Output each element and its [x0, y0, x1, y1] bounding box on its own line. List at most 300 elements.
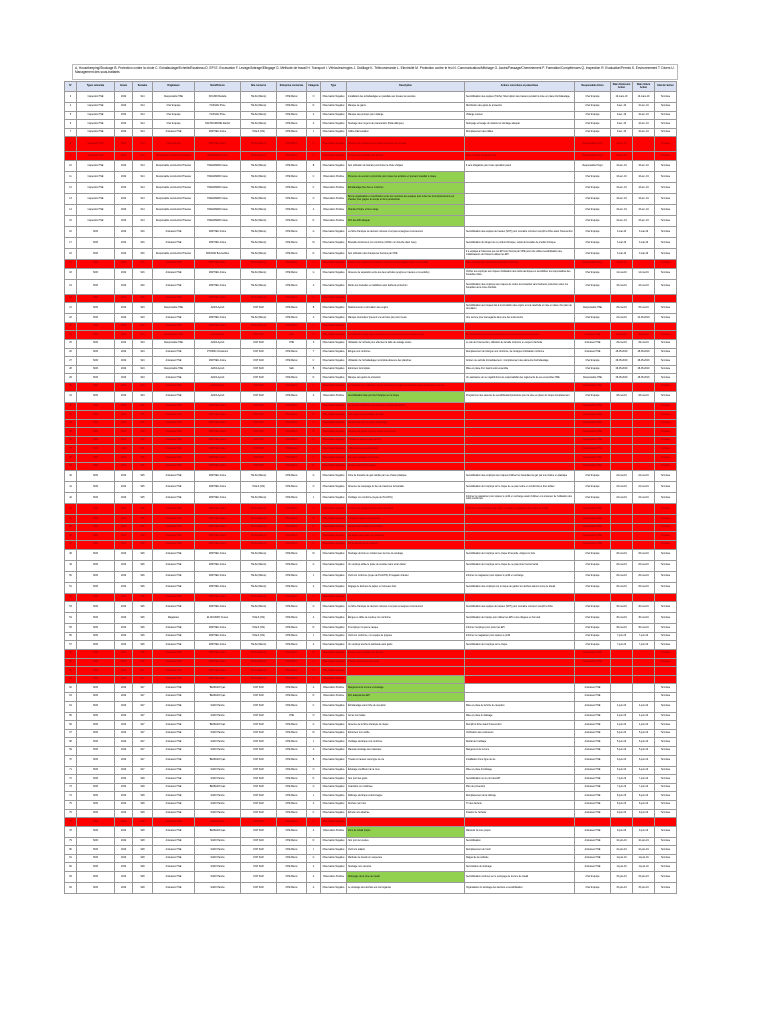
cell-issue-date	[611, 445, 633, 454]
cell-description: Chantier Propre et bien rangé	[347, 204, 465, 215]
cell-issue-date	[611, 419, 633, 428]
cell-action-status: Terminée	[655, 523, 677, 532]
cell-year: 2019	[115, 712, 133, 721]
cell-originator: Animateur HSE	[153, 809, 195, 818]
cell-company: OHE Maroc	[277, 541, 307, 550]
cell-action-status: Terminée	[655, 226, 677, 237]
cell-site: TALSA (Maroc)	[241, 493, 277, 504]
cell-corrective-action: Remplacement de l'outil	[465, 846, 575, 855]
cell-originator: Responsable HSE	[153, 331, 195, 340]
cell-year: 2019	[115, 792, 133, 801]
cell-category: J	[307, 493, 321, 504]
cell-company: OHE Maroc	[277, 120, 307, 129]
table-row	[65, 120, 677, 129]
cell-close-date: 5-juin-19	[633, 738, 655, 747]
cell-row-number: 49	[65, 560, 77, 571]
cell-issue-date	[611, 454, 633, 463]
cell-originator: Responsable construction/Travaux	[153, 248, 195, 259]
cell-year: 2019	[115, 391, 133, 402]
cell-description: Stockage du bois en contact avec la zone de soudage	[347, 549, 465, 560]
cell-close-date: 30-mai-19	[633, 613, 655, 624]
cell-category: D	[307, 523, 321, 532]
table-row	[65, 314, 677, 323]
cell-person-name: MATHIEU Amine	[195, 641, 241, 650]
cell-corrective-action: Sécurisation du stockage	[465, 863, 575, 872]
cell-action-owner: Chef d'équipe	[575, 248, 611, 259]
cell-originator: Animateur HSE	[153, 641, 195, 650]
cell-site: TALSA (Maroc)	[241, 279, 277, 294]
cell-originator: Animateur HSE	[153, 402, 195, 411]
cell-description: Travail en hauteur sans harnais	[347, 515, 465, 524]
cell-observation-type: Observation Négative	[321, 402, 347, 411]
cell-issue-date: 22-mai-19	[611, 493, 633, 504]
column-header: Entreprise concernée	[277, 82, 307, 92]
table-row	[65, 826, 677, 837]
cell-year: 2019	[115, 560, 133, 571]
cell-action-status: Terminée	[655, 215, 677, 226]
cell-remontee-type: SOR	[77, 632, 115, 641]
cell-row-number: 15	[65, 215, 77, 226]
cell-remontee-type: SOR	[77, 515, 115, 524]
cell-person-name: MATHIEU Amine	[195, 402, 241, 411]
cell-week: S24	[133, 382, 153, 391]
cell-year: 2019	[115, 259, 133, 268]
cell-company: OHE Maroc	[277, 391, 307, 402]
cell-close-date: 28-05-2019	[633, 365, 655, 374]
cell-person-name: MATHIEU Amine	[195, 445, 241, 454]
cell-issue-date: 11-juin-19	[611, 854, 633, 863]
cell-action-status: Terminée	[655, 613, 677, 624]
cell-category: D	[307, 624, 321, 633]
cell-observation-type: Observation Positive	[321, 826, 347, 837]
cell-description: Sensibilisation toute des jours avant le commencement des travaux de jour	[347, 331, 465, 340]
table-row	[65, 402, 677, 411]
cell-row-number: 36	[65, 436, 77, 445]
cell-observation-type: Observation Négative	[321, 854, 347, 863]
cell-close-date	[633, 454, 655, 463]
cell-issue-date: 3-mai-19	[611, 237, 633, 248]
cell-year: 2019	[115, 322, 133, 331]
cell-observation-type: Observation Négative	[321, 818, 347, 827]
cell-corrective-action: Remplacement de la rallonge	[465, 792, 575, 801]
cell-close-date: 4-juin-19	[633, 712, 655, 721]
cell-action-owner: Chef d'équipe	[575, 357, 611, 366]
cell-site: OCP SAFI	[241, 837, 277, 846]
cell-issue-date: 9-avr.-19	[611, 120, 633, 129]
cell-corrective-action: Le site de l'intervention, utilisation de la taille minimum en respect d'échelle	[465, 339, 575, 348]
cell-issue-date	[611, 402, 633, 411]
cell-row-number: 58	[65, 650, 77, 659]
cell-year: 2019	[115, 462, 133, 471]
table-row	[65, 137, 677, 152]
cell-close-date: 3-mai-19	[633, 226, 655, 237]
cell-company: OHE Maroc	[277, 775, 307, 784]
cell-company: OHE Maroc	[277, 348, 307, 357]
cell-action-owner: Animateur HSE	[575, 837, 611, 846]
cell-description: Port des EPI adéquat	[347, 215, 465, 226]
cell-originator: Responsable construction/Travaux	[153, 160, 195, 171]
cell-observation-type: Observation Négative	[321, 462, 347, 471]
cell-week: S27	[133, 692, 153, 701]
cell-row-number: 64	[65, 701, 77, 712]
cell-corrective-action	[465, 818, 575, 827]
column-header: Responsable Action	[575, 82, 611, 92]
cell-originator: Animateur HSE	[153, 445, 195, 454]
observation-table	[64, 81, 677, 894]
cell-action-owner: Animateur HSE	[575, 809, 611, 818]
cell-site: TALSA (Maroc)	[241, 314, 277, 323]
cell-originator: Responsable construction/Travaux	[153, 215, 195, 226]
cell-action-owner: Chef d'équipe	[575, 103, 611, 112]
cell-issue-date	[611, 532, 633, 541]
cell-observation-type: Observation Négative	[321, 658, 347, 667]
cell-action-owner: Chef d'équipe	[575, 215, 611, 226]
cell-issue-date: 3-mai-19	[611, 248, 633, 259]
cell-close-date	[633, 411, 655, 420]
cell-week: S28	[133, 872, 153, 883]
cell-description: Outil non conforme (tuyau de PLACHA) fil magasin chantier	[347, 571, 465, 582]
cell-action-status	[655, 667, 677, 676]
cell-corrective-action: Organisation du stockage des déchets et sensibilisation	[465, 883, 575, 894]
cell-description: Nettoyage de la zone de travail	[347, 872, 465, 883]
cell-row-number: 26	[65, 348, 77, 357]
cell-close-date	[633, 259, 655, 268]
cell-site: OCP SAFI	[241, 783, 277, 792]
cell-person-name: MATHIEU Amine	[195, 523, 241, 532]
cell-site: TALSA (Maroc)	[241, 515, 277, 524]
cell-category: A	[307, 314, 321, 323]
cell-category: A	[307, 111, 321, 120]
cell-week: S27	[133, 712, 153, 721]
cell-week: S20	[133, 279, 153, 294]
cell-observation-type: Observation Négative	[321, 712, 347, 721]
cell-observation-type: Observation Positive	[321, 692, 347, 701]
cell-remontee-type: SOR	[77, 523, 115, 532]
cell-company: OHE Maroc	[277, 783, 307, 792]
table-row	[65, 303, 677, 314]
cell-row-number: 37	[65, 445, 77, 454]
cell-issue-date	[611, 462, 633, 471]
cell-year: 2019	[115, 471, 133, 482]
cell-action-owner: Chef d'équipe	[575, 365, 611, 374]
cell-year: 2019	[115, 171, 133, 182]
cell-person-name: MATHIEU Amine	[195, 436, 241, 445]
cell-originator: Animateur HSE	[153, 593, 195, 602]
cell-corrective-action: Rappel de la méthode	[465, 854, 575, 863]
cell-company: OHE Maroc	[277, 294, 307, 303]
cell-originator: Animateur HSE	[153, 684, 195, 693]
cell-company: OHE Maroc	[277, 268, 307, 279]
cell-week: S24	[133, 331, 153, 340]
cell-year: 2019	[115, 675, 133, 684]
cell-category: A	[307, 641, 321, 650]
cell-close-date: 8-juin-19	[633, 800, 655, 809]
cell-description: Installation des échafaudages en parallèle aux travaux de soudure	[347, 92, 465, 103]
cell-action-owner: Responsable HSE	[575, 445, 611, 454]
cell-year: 2019	[115, 658, 133, 667]
cell-person-name: MATHIEU Amine	[195, 515, 241, 524]
cell-category: O	[307, 541, 321, 550]
cell-issue-date	[611, 541, 633, 550]
cell-action-status: Terminée	[655, 721, 677, 730]
table-row	[65, 259, 677, 268]
cell-row-number: 78	[65, 826, 77, 837]
cell-corrective-action	[465, 428, 575, 437]
table-row	[65, 549, 677, 560]
cell-issue-date: 15-juin-19	[611, 883, 633, 894]
cell-company: OHE Maroc	[277, 854, 307, 863]
cell-originator: Animateur HSE	[153, 746, 195, 755]
cell-action-owner: Responsable HSE	[575, 411, 611, 420]
cell-originator: Animateur HSE	[153, 471, 195, 482]
cell-site: TALSA (Maroc)	[241, 523, 277, 532]
cell-category: D	[307, 462, 321, 471]
cell-originator: Animateur HSE	[153, 738, 195, 747]
cell-company: OHE Maroc	[277, 837, 307, 846]
cell-person-name: MATHIEU Amine	[195, 593, 241, 602]
cell-category: G	[307, 471, 321, 482]
cell-year: 2019	[115, 279, 133, 294]
cell-observation-type: Observation Négative	[321, 436, 347, 445]
cell-week: S16	[133, 226, 153, 237]
cell-description: La fiche d'analyse de derniers minutes n'est pas renseignée correctement	[347, 226, 465, 237]
cell-category: D	[307, 248, 321, 259]
cell-site: OCP SAFI	[241, 746, 277, 755]
cell-description: Manque des gants de protection	[347, 374, 465, 383]
cell-issue-date: 16-avr.-19	[611, 193, 633, 204]
cell-issue-date	[611, 667, 633, 676]
cell-action-status: Terminée	[655, 171, 677, 182]
cell-corrective-action: Sensibilisation	[465, 837, 575, 846]
cell-row-number: 29	[65, 374, 77, 383]
cell-action-status: Terminée	[655, 279, 677, 294]
cell-observation-type: Observation Négative	[321, 775, 347, 784]
cell-remontee-type: SOR	[77, 738, 115, 747]
cell-person-name: SAIDI Hamza	[195, 809, 241, 818]
cell-remontee-type: SOR	[77, 365, 115, 374]
cell-category: C	[307, 182, 321, 193]
cell-observation-type: Observation Positive	[321, 872, 347, 883]
cell-company: OHE Maroc	[277, 650, 307, 659]
cell-close-date: 5-juin-19	[633, 746, 655, 755]
cell-remontee-type: SOR	[77, 391, 115, 402]
cell-remontee-type: SOR	[77, 322, 115, 331]
cell-company: OHE Maroc	[277, 826, 307, 837]
cell-category: A	[307, 504, 321, 515]
cell-person-name: MATHIEU Amine	[195, 532, 241, 541]
cell-issue-date: 28-05-2019	[611, 365, 633, 374]
cell-year: 2019	[115, 111, 133, 120]
cell-week: S25	[133, 541, 153, 550]
cell-observation-type: Observation Négative	[321, 650, 347, 659]
cell-remontee-type: Inspection HSE	[77, 215, 115, 226]
cell-person-name: HAMAMMAD Imane	[195, 171, 241, 182]
cell-action-status: Terminée	[655, 746, 677, 755]
cell-remontee-type: SOR	[77, 872, 115, 883]
cell-issue-date: 10-juin-19	[611, 837, 633, 846]
cell-action-owner: Animateur HSE	[575, 863, 611, 872]
cell-person-name: HAMAMMAD Imane	[195, 152, 241, 161]
table-header-row	[65, 82, 677, 92]
cell-action-owner: Chef d'équipe	[575, 193, 611, 204]
cell-action-status: Terminée	[655, 809, 677, 818]
cell-description: Echafaudage bien fixé et conforme	[347, 182, 465, 193]
cell-close-date	[633, 818, 655, 827]
cell-close-date: 10-avr.-19	[633, 103, 655, 112]
cell-company: OHE Maroc	[277, 613, 307, 624]
cell-site: TALSA (Maroc)	[241, 650, 277, 659]
cell-description: Un employé touche la rambarde sans gants	[347, 641, 465, 650]
cell-week: S28	[133, 863, 153, 872]
cell-corrective-action	[465, 675, 575, 684]
cell-week: S14	[133, 103, 153, 112]
cell-week: S14	[133, 204, 153, 215]
cell-week: S25	[133, 428, 153, 437]
cell-week: S16	[133, 259, 153, 268]
cell-observation-type: Observation Négative	[321, 701, 347, 712]
cell-person-name: BENNANI Ilyas	[195, 826, 241, 837]
cell-corrective-action: Sensibilisation du danger de ce produit chimique, retrait de bouteille de produit chimique	[465, 237, 575, 248]
cell-company: OHE Maroc	[277, 729, 307, 738]
table-row	[65, 684, 677, 693]
cell-year: 2019	[115, 755, 133, 766]
cell-remontee-type: SOR	[77, 237, 115, 248]
cell-site: OCP SAFI	[241, 692, 277, 701]
cell-action-owner: Chef d'équipe	[575, 883, 611, 894]
cell-company: Sabi	[277, 365, 307, 374]
cell-person-name: SAIDI Hamza	[195, 712, 241, 721]
cell-description: Accès bloqué par du matériel	[347, 541, 465, 550]
cell-corrective-action: Sensibilisation des employés aux risques de mettre les bouteilles sans barbecle protection retirer les bouteilles de la zone d'activité	[465, 279, 575, 294]
column-header: Date d'émission Action	[611, 82, 633, 92]
cell-category: A	[307, 204, 321, 215]
table-row	[65, 613, 677, 624]
cell-originator: Animateur HSE	[153, 462, 195, 471]
cell-action-status: Terminée	[655, 445, 677, 454]
cell-description: Un employé utilise le poste de soudure sans écran facial	[347, 560, 465, 571]
cell-week: S28	[133, 883, 153, 894]
cell-issue-date: 7-juin-19	[611, 641, 633, 650]
cell-action-owner	[575, 818, 611, 827]
cell-company: OHE Maroc	[277, 462, 307, 471]
cell-action-owner: Responsable HSE	[575, 658, 611, 667]
cell-originator: Animateur HSE	[153, 667, 195, 676]
cell-close-date	[633, 692, 655, 701]
table-row	[65, 632, 677, 641]
cell-week: S14	[133, 152, 153, 161]
cell-site: OCP SAFI	[241, 738, 277, 747]
cell-close-date: 5-juin-19	[633, 729, 655, 738]
cell-remontee-type: SOR	[77, 482, 115, 493]
cell-row-number: 20	[65, 294, 77, 303]
cell-person-name: MATHIEU Amine	[195, 493, 241, 504]
cell-action-status: Terminée	[655, 729, 677, 738]
cell-year: 2019	[115, 365, 133, 374]
cell-year: 2019	[115, 541, 133, 550]
cell-action-status: Terminée	[655, 863, 677, 872]
cell-row-number: 82	[65, 863, 77, 872]
table-row	[65, 391, 677, 402]
cell-action-owner: Animateur HSE	[575, 348, 611, 357]
cell-person-name: SAIDI Hamza	[195, 863, 241, 872]
cell-week: S16	[133, 237, 153, 248]
cell-category: D	[307, 374, 321, 383]
cell-week: S14	[133, 120, 153, 129]
cell-company: OHE	[277, 712, 307, 721]
cell-issue-date: 9-avr.-19	[611, 111, 633, 120]
cell-originator: Animateur HSE	[153, 863, 195, 872]
cell-week: S26	[133, 641, 153, 650]
cell-person-name: MATHIEU Amine	[195, 322, 241, 331]
cell-issue-date: 16-avr.-19	[611, 160, 633, 171]
cell-row-number: 66	[65, 721, 77, 730]
cell-year: 2019	[115, 268, 133, 279]
cell-company: OHE Maroc	[277, 92, 307, 103]
cell-remontee-type: SOR	[77, 303, 115, 314]
table-row	[65, 650, 677, 659]
cell-site: OCP SAFI	[241, 755, 277, 766]
cell-site: TALSA (Maroc)	[241, 259, 277, 268]
cell-action-status: Terminée	[655, 182, 677, 193]
cell-category: A	[307, 402, 321, 411]
cell-site: OCP SAFI	[241, 729, 277, 738]
cell-person-name: EL MOUMNI Younes	[195, 613, 241, 624]
cell-corrective-action	[465, 193, 575, 204]
cell-observation-type: Observation Négative	[321, 92, 347, 103]
cell-company: OHE Maroc	[277, 809, 307, 818]
cell-originator: Animateur HSE	[153, 294, 195, 303]
cell-category: A	[307, 294, 321, 303]
cell-week: S26	[133, 571, 153, 582]
cell-company: OHE Maroc	[277, 322, 307, 331]
cell-company: OHE Maroc	[277, 402, 307, 411]
cell-person-name: AZAIA Ayoub	[195, 303, 241, 314]
table-row	[65, 721, 677, 730]
cell-originator: Responsable construction/Travaux	[153, 204, 195, 215]
cell-description: Stockage des moyens de manutention (Palan-Elingue)	[347, 120, 465, 129]
cell-close-date	[633, 402, 655, 411]
cell-corrective-action: Un assistance de ne négatifs lions de responsabilité des règlements de ces ensembles HSE	[465, 374, 575, 383]
cell-close-date: 10-mars-19	[633, 92, 655, 103]
cell-week: S28	[133, 792, 153, 801]
cell-company: OHE Maroc	[277, 746, 307, 755]
cell-originator: Animateur HSE	[153, 279, 195, 294]
cell-observation-type: Observation Négative	[321, 454, 347, 463]
cell-originator: Animateur HSE	[153, 504, 195, 515]
cell-originator: Animateur HSE	[153, 854, 195, 863]
cell-company: OHE Maroc	[277, 226, 307, 237]
cell-week: S23	[133, 303, 153, 314]
cell-person-name: HAMAMMAD Imane	[195, 215, 241, 226]
cell-week: S26	[133, 624, 153, 633]
cell-year: 2019	[115, 294, 133, 303]
cell-action-status: Terminée	[655, 357, 677, 366]
cell-issue-date	[611, 684, 633, 693]
cell-person-name: MATHIEU Amine	[195, 624, 241, 633]
cell-description: Élingue et câble de soulève non conforme	[347, 613, 465, 624]
cell-year: 2019	[115, 593, 133, 602]
cell-remontee-type: SOR	[77, 348, 115, 357]
cell-description: Utilisation de l'échafaudage incomplète absence des planches	[347, 357, 465, 366]
cell-description: Déchets non triés	[347, 800, 465, 809]
cell-corrective-action: Nettoyage et lavage du matériel et stockage adéquat	[465, 120, 575, 129]
cell-category: A	[307, 454, 321, 463]
cell-site: OCP SAFI	[241, 712, 277, 721]
cell-site: TALSA (Maroc)	[241, 560, 277, 571]
cell-action-owner: Animateur HSE	[575, 800, 611, 809]
cell-remontee-type: Inspection HSE	[77, 160, 115, 171]
cell-company: OHE Maroc	[277, 204, 307, 215]
